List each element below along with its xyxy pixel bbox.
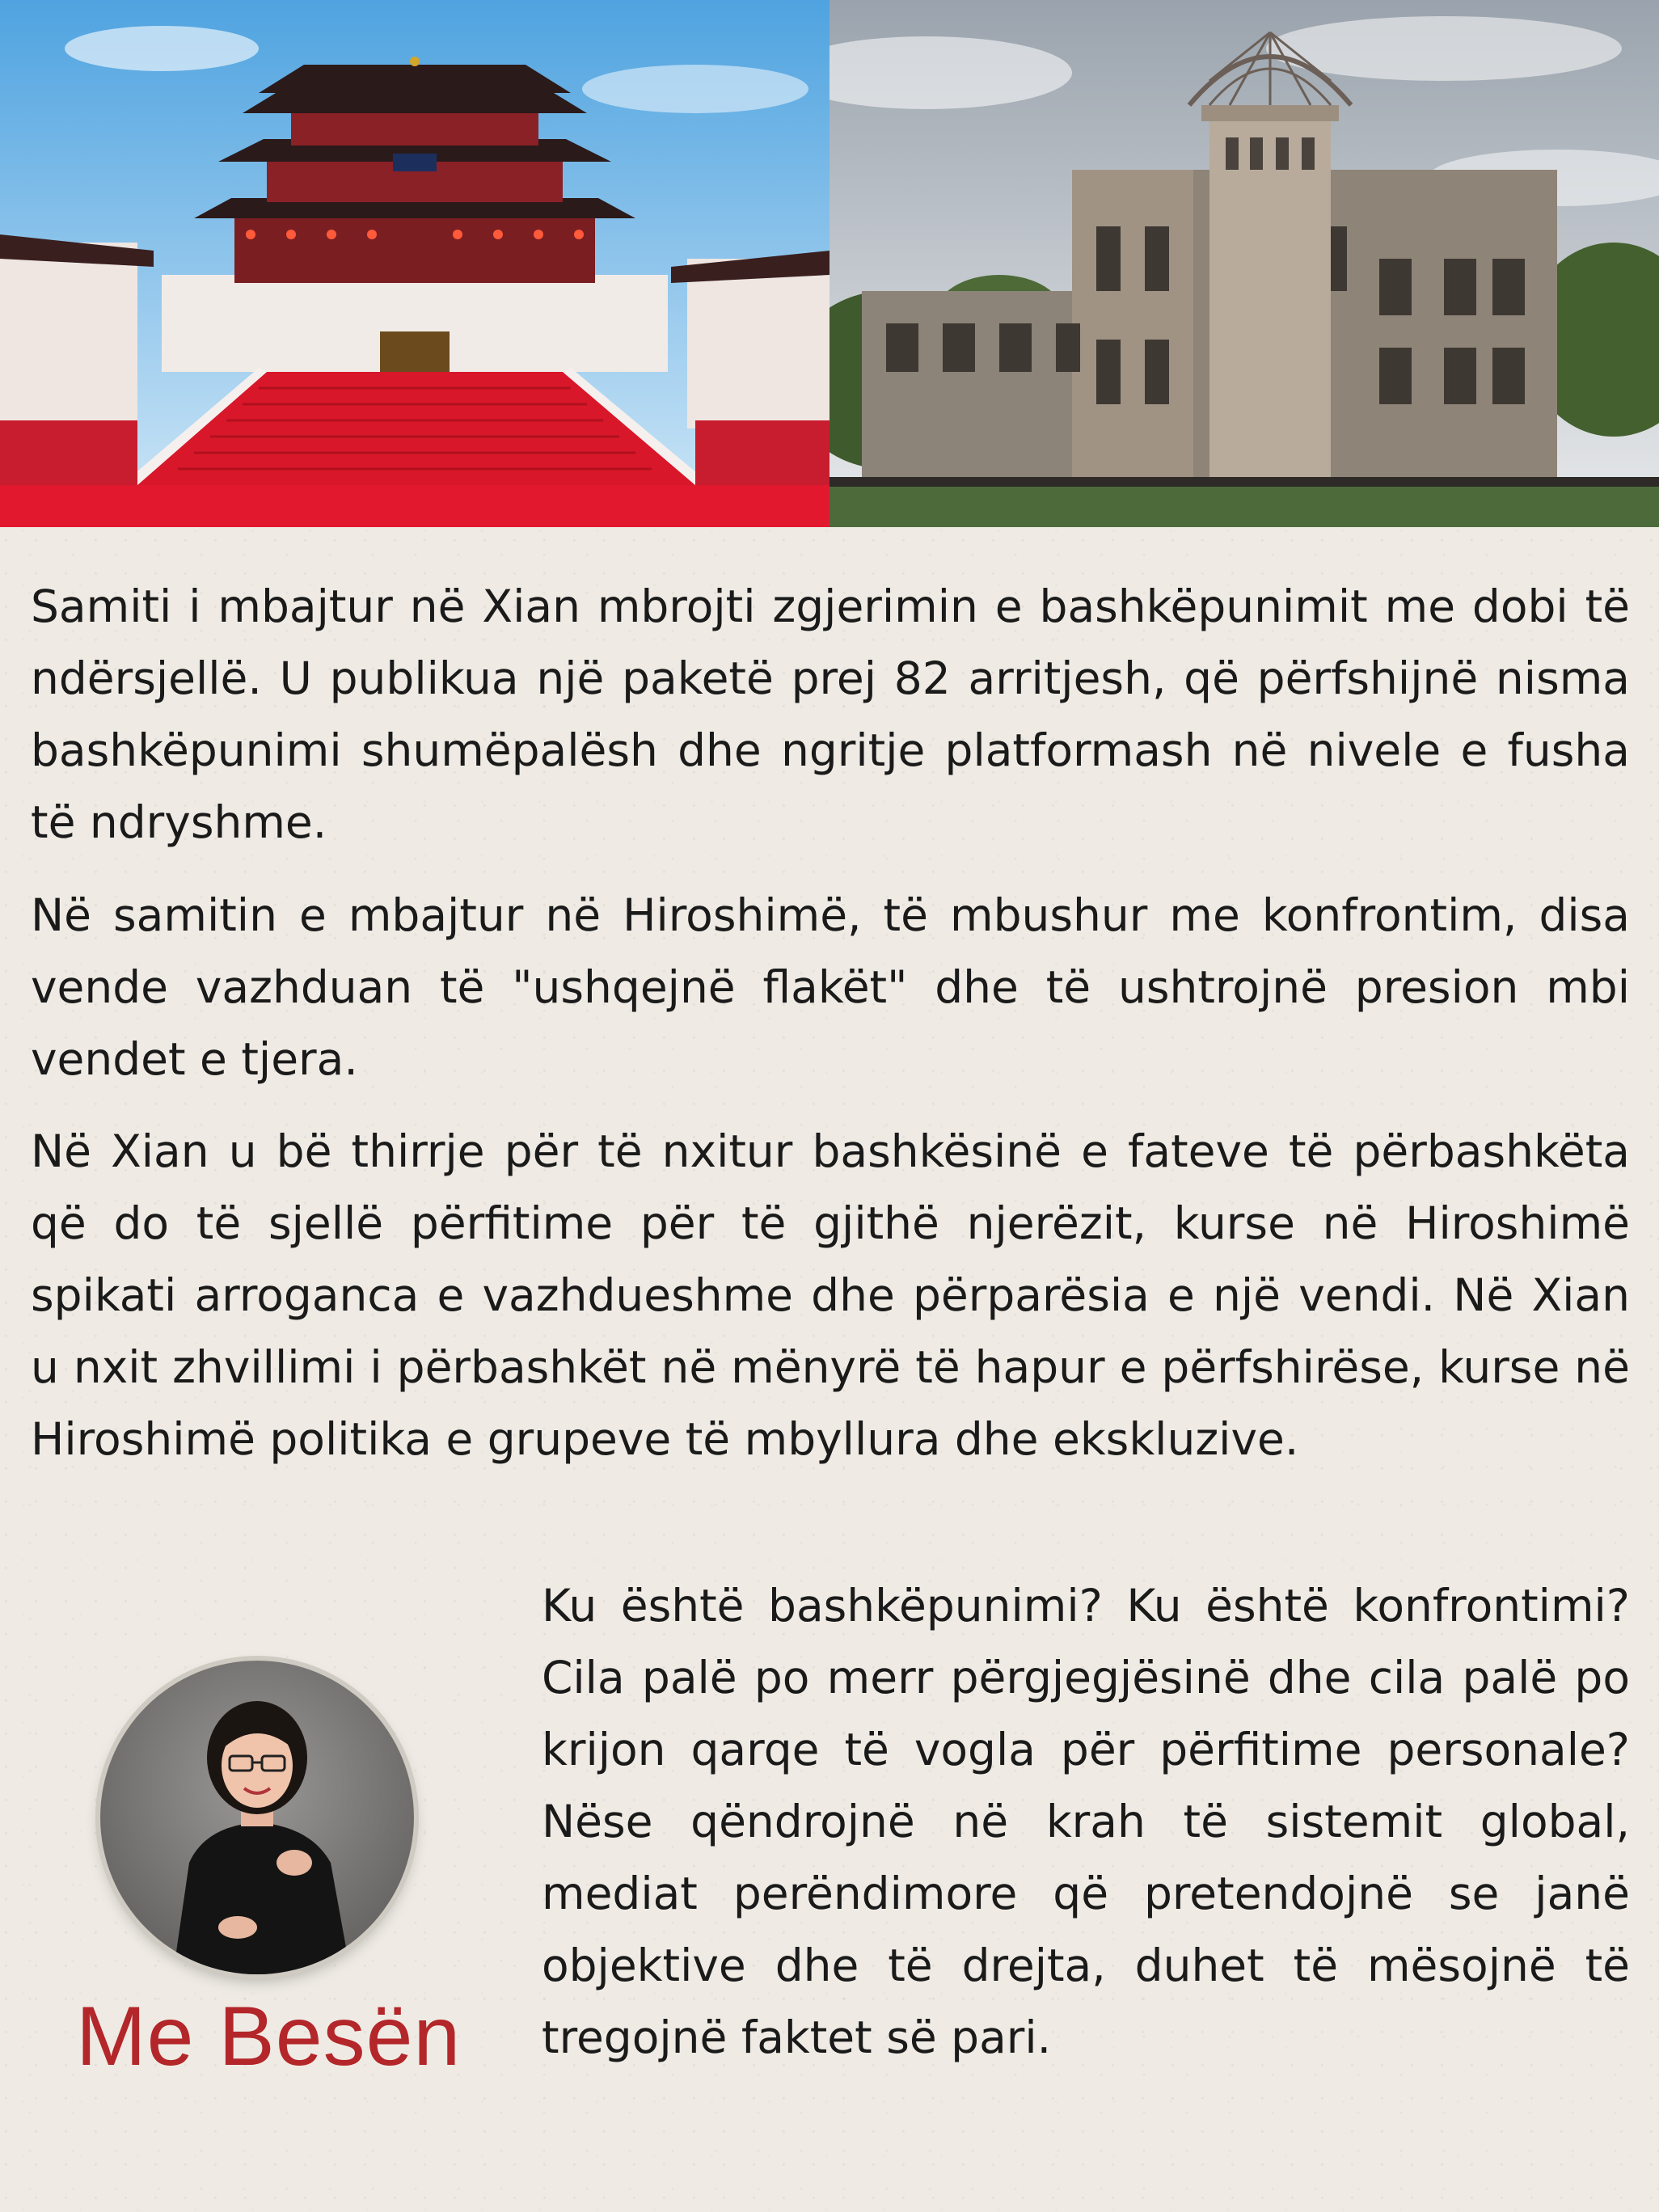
xian-palace-photo [0, 0, 830, 527]
paragraph-questions: Ku është bashkëpunimi? Ku është konfrontimi? Cila palë po merr përgjegjësinë dhe cila palë po krijon qarqe të vogla për përfitime personale? Nëse qëndrojnë në krah të sistemit global, mediat perëndimore që pretendojnë se janë objektive dhe të drejta, duhet të mësojnë të tregojnë faktet së pari. [542, 1580, 1630, 2063]
paragraph-xian-summit: Samiti i mbajtur në Xian mbrojti zgjerimin e bashkëpunimit me dobi të ndërsjellë. U publikua një paketë prej 82 arritjesh, që përfshijnë nisma bashkëpunimi shumëpalësh dhe ngritje platformash në nivele e fusha të ndryshme. [31, 580, 1630, 848]
hiroshima-dome-icon [830, 0, 1659, 527]
tang-palace-xian-icon [0, 0, 830, 527]
hiroshima-dome-photo [830, 0, 1659, 527]
paragraph-hiroshima-summit: Në samitin e mbajtur në Hiroshimë, të mbushur me konfrontim, disa vende vazhduan të "ushqejnë flakët" dhe të ushtrojnë presion mbi vendet e tjera. [31, 889, 1630, 1085]
column-name: Me Besën [76, 1990, 462, 2083]
author-portrait-icon [100, 1661, 414, 1974]
author-avatar [100, 1661, 414, 1974]
paragraph-comparison: Në Xian u bë thirrje për të nxitur bashkësinë e fateve të përbashkëta që do të sjellë përfitime për të gjithë njerëzit, kurse në Hiroshimë spikati arroganca e vazhdueshme dhe përparësia e një vendi. Në Xian u nxit zhvillimi i përbashkët në mënyrë të hapur e përfshirëse, kurse në Hiroshimë politika e grupeve të mbyllura dhe ekskluzive. [31, 1125, 1630, 1465]
